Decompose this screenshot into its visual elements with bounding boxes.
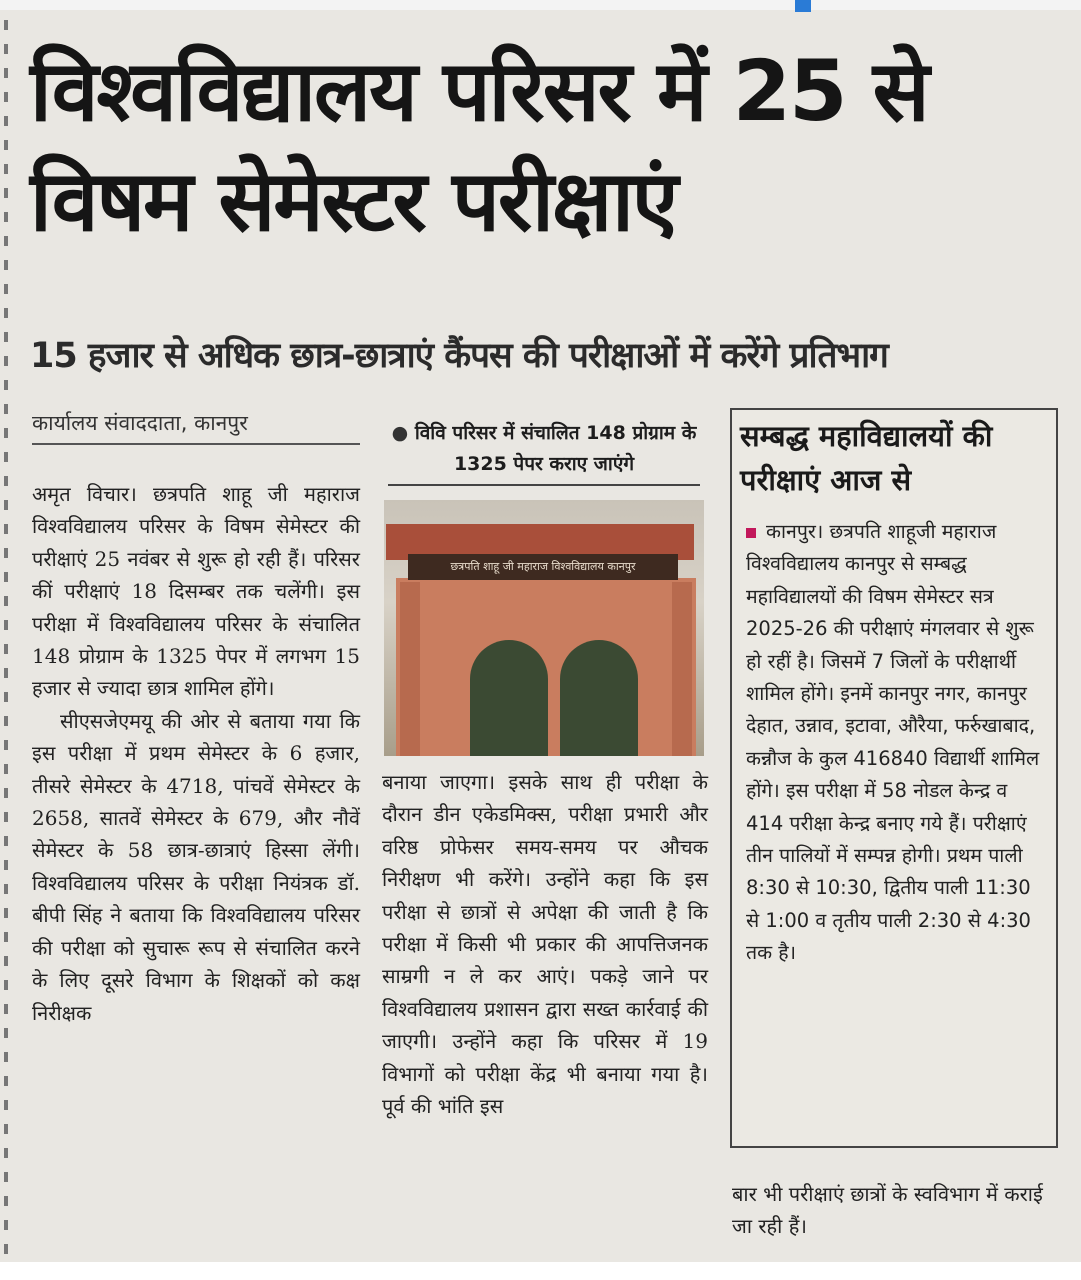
sidebar-title: सम्बद्ध महाविद्यालयों की परीक्षाएं आज से xyxy=(740,419,993,497)
subheadline: 15 हजार से अधिक छात्र-छात्राएं कैंपस की परीक्षाओं में करेंगे प्रतिभाग xyxy=(30,336,888,376)
cut-line xyxy=(4,20,8,1260)
square-bullet-icon xyxy=(746,528,756,538)
article-paragraph-4: बार भी परीक्षाएं छात्रों के स्वविभाग में कराई जा रही हैं। xyxy=(732,1182,1043,1238)
bullet-icon: ● xyxy=(391,422,415,444)
gate-pillar xyxy=(400,582,420,756)
gate-arch xyxy=(470,640,548,756)
top-edge xyxy=(0,0,1081,10)
photo-kicker-text: विवि परिसर में संचालित 148 प्रोग्राम के 1325 पेपर कराए जाएंगे xyxy=(414,422,697,475)
gate-nameboard: छत्रपति शाहू जी महाराज विश्वविद्यालय कानपुर xyxy=(408,554,678,580)
article-column-2 xyxy=(382,766,708,1122)
photo-kicker xyxy=(388,418,700,486)
sidebar-body xyxy=(746,516,1046,970)
byline: कार्यालय संवाददाता, कानपुर xyxy=(32,405,360,445)
article-paragraph-2: सीएसजेएमयू की ओर से बताया गया कि इस परीक्षा में प्रथम सेमेस्टर के 6 हजार, तीसरे सेमेस्टर के 4718, पांचवें सेमेस्टर के 2658, सातवें सेमेस्टर के 679, और नौवें सेमेस्टर के 58 छात्र-छात्राएं हिस्सा लेंगी। विश्वविद्यालय परिसर के परीक्षा नियंत्रक डॉ. बीपी सिंह ने बताया कि विश्वविद्यालय परिसर की परीक्षा को सुचारू रूप से संचालित करने के लिए दूसरे विभाग के शिक्षकों को कक्ष निरीक्षक xyxy=(32,708,360,1025)
campus-gate-photo xyxy=(384,500,704,756)
headline: विश्वविद्यालय परिसर में 25 से विषम सेमेस्टर परीक्षाएं xyxy=(30,42,928,250)
article-paragraph-1: अमृत विचार। छत्रपति शाहू जी महाराज विश्वविद्यालय परिसर के विषम सेमेस्टर की परीक्षाएं 25 नवंबर से शुरू हो रही हैं। परिसर कीं परीक्षाएं 18 दिसम्बर तक चलेंगी। इस परीक्षा में विश्वविद्यालय परिसर के संचालित 148 प्रोग्राम के 1325 पेपर में लगभग 15 हजार से ज्यादा छात्र शामिल होंगे। xyxy=(32,482,360,701)
gate-arch xyxy=(560,640,638,756)
blue-tab-mark xyxy=(795,0,811,12)
article-column-1 xyxy=(32,478,360,1029)
article-column-3 xyxy=(732,1178,1054,1242)
bottom-edge xyxy=(0,1262,1081,1280)
article-paragraph-3: बनाया जाएगा। इसके साथ ही परीक्षा के दौरान डीन एकेडमिक्स, परीक्षा प्रभारी और वरिष्ठ प्रोफेसर समय-समय पर औचक निरीक्षण भी करेंगे। उन्होंने कहा कि इस परीक्षा से छात्रों से अपेक्षा की जाती है कि परीक्षा में किसी भी प्रकार की आपत्तिजनक साम्रगी न ले कर आएं। पकड़े जाने पर विश्वविद्यालय प्रशासन द्वारा सख्त कार्रवाई की जाएगी। उन्होंने कहा कि परिसर में 19 विभागों को परीक्षा केंद्र भी बनाया गया है। पूर्व की भांति इस xyxy=(382,770,708,1119)
gate-pillar xyxy=(672,582,692,756)
sidebar-body-text: कानपुर। छत्रपति शाहूजी महाराज विश्वविद्यालय कानपुर से सम्बद्ध महाविद्यालयों की विषम सेमेस्टर सत्र 2025-26 की परीक्षाएं मंगलवार से शुरू हो रहीं है। जिसमें 7 जिलों के परीक्षार्थी शामिल होंगे। इनमें कानपुर नगर, कानपुर देहात, उन्नाव, इटावा, औरैया, फर्रुखाबाद, कन्नौज के कुल 416840 विद्यार्थी शामिल होंगे। इस परीक्षा में 58 नोडल केन्द्र व 414 परीक्षा केन्द्र बनाए गये हैं। परीक्षाएं तीन पालियों में सम्पन्न होगी। प्रथम पाली 8:30 से 10:30, द्वितीय पाली 11:30 से 1:00 व तृतीय पाली 2:30 से 4:30 तक है। xyxy=(746,520,1040,965)
